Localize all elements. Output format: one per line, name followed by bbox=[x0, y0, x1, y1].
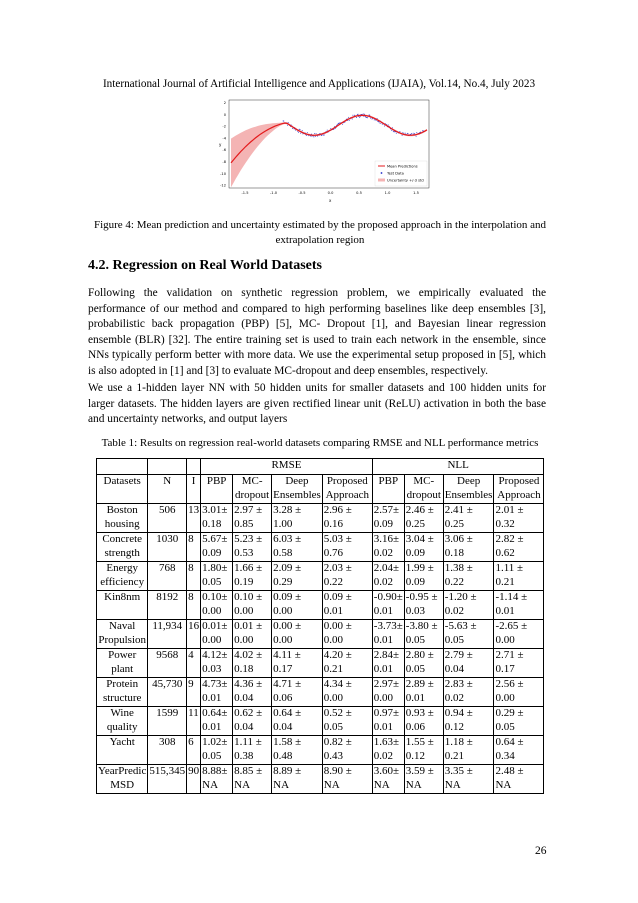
test-data-point bbox=[283, 121, 284, 122]
test-data-point bbox=[342, 124, 343, 125]
test-data-point bbox=[287, 125, 288, 126]
x-tick-label: -1.0 bbox=[269, 191, 278, 195]
metric-cell: 0.62 ± 0.04 bbox=[233, 707, 272, 736]
table-row bbox=[97, 591, 544, 620]
test-data-point bbox=[292, 128, 293, 129]
test-data-point bbox=[364, 114, 365, 115]
section-title: 4.2. Regression on Real World Datasets bbox=[88, 258, 322, 273]
metric-cell: 2.09 ± 0.29 bbox=[272, 562, 323, 591]
metric-cell: 0.64± 0.01 bbox=[201, 707, 233, 736]
test-data-point bbox=[314, 133, 315, 134]
test-data-point bbox=[330, 128, 331, 129]
x-tick-label: -0.5 bbox=[298, 191, 306, 195]
table-row bbox=[97, 707, 544, 736]
test-data-point bbox=[379, 122, 380, 123]
metric-cell: 2.89 ± 0.01 bbox=[404, 678, 443, 707]
metric-cell: 2.97± 0.00 bbox=[372, 678, 404, 707]
test-data-point bbox=[367, 117, 368, 118]
table-row bbox=[97, 504, 544, 533]
y-tick-label: -12 bbox=[220, 183, 226, 188]
test-data-point bbox=[370, 118, 371, 119]
metric-cell: 2.79 ± 0.04 bbox=[443, 649, 494, 678]
legend-band-icon bbox=[378, 179, 385, 182]
test-data-point bbox=[300, 129, 301, 130]
test-data-point bbox=[365, 116, 366, 117]
metric-cell: -5.63 ± 0.05 bbox=[443, 620, 494, 649]
test-data-point bbox=[295, 130, 296, 131]
metric-cell: 2.96 ± 0.16 bbox=[322, 504, 372, 533]
table-row bbox=[97, 562, 544, 591]
table-row bbox=[97, 649, 544, 678]
test-data-point bbox=[363, 116, 364, 117]
metric-cell: 2.41 ± 0.25 bbox=[443, 504, 494, 533]
metric-cell: 4.11 ± 0.17 bbox=[272, 649, 323, 678]
dataset-i: 9 bbox=[187, 678, 201, 707]
test-data-point bbox=[302, 133, 303, 134]
x-axis-label: x bbox=[329, 198, 332, 203]
test-data-point bbox=[392, 127, 393, 128]
test-data-point bbox=[297, 131, 298, 132]
x-tick-label: 1.5 bbox=[413, 191, 419, 195]
test-data-point bbox=[300, 133, 301, 134]
metric-cell: 2.84± 0.01 bbox=[372, 649, 404, 678]
column-header: PBP bbox=[201, 475, 233, 504]
test-data-point bbox=[335, 128, 336, 129]
metric-cell: 0.09 ± 0.01 bbox=[322, 591, 372, 620]
dataset-name: Energy efficiency bbox=[97, 562, 148, 591]
dataset-i: 8 bbox=[187, 591, 201, 620]
dataset-name: Wine quality bbox=[97, 707, 148, 736]
metric-cell: 0.01 ± 0.00 bbox=[233, 620, 272, 649]
metric-cell: 8.89 ± NA bbox=[272, 765, 323, 794]
dataset-n: 9568 bbox=[148, 649, 187, 678]
group-header-row bbox=[97, 459, 544, 475]
dataset-i: 4 bbox=[187, 649, 201, 678]
test-data-point bbox=[394, 131, 395, 132]
test-data-point bbox=[315, 136, 316, 137]
test-data-point bbox=[327, 130, 328, 131]
metric-cell: 3.01± 0.18 bbox=[201, 504, 233, 533]
nll-group-header: NLL bbox=[372, 459, 544, 475]
test-data-point bbox=[322, 135, 323, 136]
x-tick-label: 1.0 bbox=[384, 191, 391, 195]
metric-cell: 2.48 ± NA bbox=[494, 765, 544, 794]
metric-cell: 1.55 ± 0.12 bbox=[404, 736, 443, 765]
test-data-point bbox=[405, 133, 406, 134]
column-header: Proposed Approach bbox=[494, 475, 544, 504]
metric-cell: 5.67± 0.09 bbox=[201, 533, 233, 562]
test-data-point bbox=[382, 124, 383, 125]
table-row bbox=[97, 736, 544, 765]
dataset-name: Boston housing bbox=[97, 504, 148, 533]
test-data-point bbox=[399, 131, 400, 132]
test-data-point bbox=[414, 133, 415, 134]
table-row bbox=[97, 765, 544, 794]
metric-cell: 0.82 ± 0.43 bbox=[322, 736, 372, 765]
metric-cell: 0.00 ± 0.00 bbox=[272, 620, 323, 649]
test-data-point bbox=[317, 136, 318, 137]
metric-cell: 3.16± 0.02 bbox=[372, 533, 404, 562]
metric-cell: -0.95 ± 0.03 bbox=[404, 591, 443, 620]
test-data-point bbox=[306, 135, 307, 136]
metric-cell: 6.03 ± 0.58 bbox=[272, 533, 323, 562]
dataset-n: 1030 bbox=[148, 533, 187, 562]
legend-dot-icon bbox=[381, 172, 383, 174]
dataset-n: 506 bbox=[148, 504, 187, 533]
metric-cell: 4.73± 0.01 bbox=[201, 678, 233, 707]
test-data-point bbox=[358, 114, 359, 115]
metric-cell: 2.71 ± 0.17 bbox=[494, 649, 544, 678]
dataset-n: 8192 bbox=[148, 591, 187, 620]
test-data-point bbox=[298, 132, 299, 133]
results-table bbox=[96, 458, 544, 794]
test-data-point bbox=[413, 133, 414, 134]
x-tick-labels bbox=[241, 191, 418, 195]
metric-cell: 8.85 ± NA bbox=[233, 765, 272, 794]
metric-cell: 2.97 ± 0.85 bbox=[233, 504, 272, 533]
test-data-point bbox=[402, 132, 403, 133]
column-header: Deep Ensembles bbox=[443, 475, 494, 504]
test-data-point bbox=[311, 134, 312, 135]
metric-cell: 2.46 ± 0.25 bbox=[404, 504, 443, 533]
metric-cell: 3.59 ± NA bbox=[404, 765, 443, 794]
metric-cell: 2.57± 0.09 bbox=[372, 504, 404, 533]
legend-mean: Mean Predictions bbox=[387, 164, 418, 169]
metric-cell: 1.58 ± 0.48 bbox=[272, 736, 323, 765]
test-data-point bbox=[378, 121, 379, 122]
test-data-point bbox=[316, 133, 317, 134]
metric-cell: 1.18 ± 0.21 bbox=[443, 736, 494, 765]
dataset-n: 308 bbox=[148, 736, 187, 765]
test-data-point bbox=[349, 120, 350, 121]
test-data-point bbox=[402, 135, 403, 136]
dataset-n: 515,345 bbox=[148, 765, 187, 794]
test-data-point bbox=[391, 130, 392, 131]
y-tick-label: 2 bbox=[223, 101, 226, 105]
test-data-point bbox=[388, 124, 389, 125]
metric-cell: 2.83 ± 0.02 bbox=[443, 678, 494, 707]
x-tick-label: -1.5 bbox=[241, 191, 249, 195]
metric-cell: 0.64 ± 0.34 bbox=[494, 736, 544, 765]
table-row bbox=[97, 678, 544, 707]
dataset-n: 11,934 bbox=[148, 620, 187, 649]
metric-cell: 3.60± NA bbox=[372, 765, 404, 794]
metric-cell: 0.94 ± 0.12 bbox=[443, 707, 494, 736]
test-data-point bbox=[411, 133, 412, 134]
test-data-point bbox=[338, 123, 339, 124]
metric-cell: 0.01± 0.00 bbox=[201, 620, 233, 649]
test-data-point bbox=[359, 117, 360, 118]
metric-cell: 4.71 ± 0.06 bbox=[272, 678, 323, 707]
metric-cell: 1.80± 0.05 bbox=[201, 562, 233, 591]
test-data-point bbox=[307, 132, 308, 133]
metric-cell: 1.99 ± 0.09 bbox=[404, 562, 443, 591]
metric-cell: 1.11 ± 0.21 bbox=[494, 562, 544, 591]
page-number: 26 bbox=[535, 845, 547, 857]
metric-cell: 4.34 ± 0.00 bbox=[322, 678, 372, 707]
column-header: I bbox=[187, 475, 201, 504]
test-data-point bbox=[396, 133, 397, 134]
metric-cell: 2.82 ± 0.62 bbox=[494, 533, 544, 562]
table-row bbox=[97, 620, 544, 649]
metric-cell: 3.28 ± 1.00 bbox=[272, 504, 323, 533]
test-data-point bbox=[337, 124, 338, 125]
metric-cell: 1.38 ± 0.22 bbox=[443, 562, 494, 591]
test-data-point bbox=[356, 117, 357, 118]
dataset-name: Concrete strength bbox=[97, 533, 148, 562]
metric-cell: -1.20 ± 0.02 bbox=[443, 591, 494, 620]
dataset-name: Yacht bbox=[97, 736, 148, 765]
metric-cell: 0.52 ± 0.05 bbox=[322, 707, 372, 736]
metric-cell: 0.97± 0.01 bbox=[372, 707, 404, 736]
metric-cell: 0.10± 0.00 bbox=[201, 591, 233, 620]
x-tick-label: 0.5 bbox=[356, 191, 362, 195]
test-data-point bbox=[366, 117, 367, 118]
table-caption: Table 1: Results on regression real-world datasets comparing RMSE and NLL performance metrics bbox=[101, 437, 539, 449]
column-header: Datasets bbox=[97, 475, 148, 504]
metric-cell: 0.10 ± 0.00 bbox=[233, 591, 272, 620]
metric-cell: -3.80 ± 0.05 bbox=[404, 620, 443, 649]
metric-cell: 2.04± 0.02 bbox=[372, 562, 404, 591]
metric-cell: 5.03 ± 0.76 bbox=[322, 533, 372, 562]
test-data-point bbox=[408, 133, 409, 134]
y-tick-label: -4 bbox=[222, 136, 226, 141]
test-data-point bbox=[369, 115, 370, 116]
y-tick-label: -6 bbox=[222, 148, 226, 153]
metric-cell: -1.14 ± 0.01 bbox=[494, 591, 544, 620]
y-tick-label: 0 bbox=[223, 112, 226, 117]
metric-cell: 1.02± 0.05 bbox=[201, 736, 233, 765]
test-data-point bbox=[313, 136, 314, 137]
table-row bbox=[97, 533, 544, 562]
metric-cell: 5.23 ± 0.53 bbox=[233, 533, 272, 562]
metric-cell: -2.65 ± 0.00 bbox=[494, 620, 544, 649]
metric-cell: 4.36 ± 0.04 bbox=[233, 678, 272, 707]
column-header: PBP bbox=[372, 475, 404, 504]
test-data-point bbox=[324, 135, 325, 136]
metric-cell: 0.00 ± 0.00 bbox=[322, 620, 372, 649]
metric-cell: 3.06 ± 0.18 bbox=[443, 533, 494, 562]
test-data-point bbox=[411, 134, 412, 135]
column-header: MC- dropout bbox=[233, 475, 272, 504]
legend bbox=[375, 161, 427, 186]
test-data-point bbox=[352, 115, 353, 116]
dataset-name: Power plant bbox=[97, 649, 148, 678]
journal-header: International Journal of Artificial Intelligence and Applications (IJAIA), Vol.14, No.4, July 2023 bbox=[102, 78, 536, 90]
dataset-i: 11 bbox=[187, 707, 201, 736]
dataset-name: Naval Propulsion bbox=[97, 620, 148, 649]
test-data-point bbox=[352, 119, 353, 120]
test-data-point bbox=[372, 119, 373, 120]
uncertainty-figure bbox=[213, 98, 435, 208]
x-tick-label: 0.0 bbox=[327, 191, 334, 195]
metric-cell: 4.12± 0.03 bbox=[201, 649, 233, 678]
y-tick-label: -8 bbox=[222, 160, 226, 164]
dataset-i: 16 bbox=[187, 620, 201, 649]
dataset-n: 1599 bbox=[148, 707, 187, 736]
metric-cell: 4.20 ± 0.21 bbox=[322, 649, 372, 678]
metric-cell: 1.66 ± 0.19 bbox=[233, 562, 272, 591]
dataset-i: 13 bbox=[187, 504, 201, 533]
dataset-i: 6 bbox=[187, 736, 201, 765]
column-header: Deep Ensembles bbox=[272, 475, 323, 504]
test-data-point bbox=[348, 117, 349, 118]
test-data-point bbox=[416, 132, 417, 133]
test-data-point bbox=[384, 126, 385, 127]
metric-cell: 3.35 ± NA bbox=[443, 765, 494, 794]
metric-cell: 2.56 ± 0.00 bbox=[494, 678, 544, 707]
metric-cell: 2.03 ± 0.22 bbox=[322, 562, 372, 591]
dataset-n: 45,730 bbox=[148, 678, 187, 707]
test-data-point bbox=[416, 136, 417, 137]
test-data-point bbox=[299, 129, 300, 130]
dataset-n: 768 bbox=[148, 562, 187, 591]
metric-cell: 8.90 ± NA bbox=[322, 765, 372, 794]
dataset-name: Protein structure bbox=[97, 678, 148, 707]
legend-test: Test Data bbox=[387, 171, 404, 176]
column-header: N bbox=[148, 475, 187, 504]
dataset-i: 90 bbox=[187, 765, 201, 794]
metric-cell: 0.29 ± 0.05 bbox=[494, 707, 544, 736]
column-header: MC- dropout bbox=[404, 475, 443, 504]
test-data-point bbox=[374, 119, 375, 120]
figure-caption: Figure 4: Mean prediction and uncertainty estimated by the proposed approach in the interpolation and extrapolation region bbox=[93, 219, 547, 246]
metric-cell: 0.09 ± 0.00 bbox=[272, 591, 323, 620]
dataset-i: 8 bbox=[187, 533, 201, 562]
test-data-point bbox=[354, 115, 355, 116]
dataset-i: 8 bbox=[187, 562, 201, 591]
test-data-point bbox=[360, 116, 361, 117]
test-data-point bbox=[302, 130, 303, 131]
column-header-row bbox=[97, 475, 544, 504]
metric-cell: 1.63± 0.02 bbox=[372, 736, 404, 765]
test-data-point bbox=[380, 123, 381, 124]
paragraph-2: We use a 1-hidden layer NN with 50 hidden units for smaller datasets and 100 hidden units for larger datasets. The hidden layers are given rectified linear unit (ReLU) activation in both the base and uncertainty networks, and output layers bbox=[88, 382, 546, 426]
metric-cell: 1.11 ± 0.38 bbox=[233, 736, 272, 765]
metric-cell: 2.01 ± 0.32 bbox=[494, 504, 544, 533]
y-axis-label: y bbox=[219, 142, 222, 147]
metric-cell: 0.93 ± 0.06 bbox=[404, 707, 443, 736]
metric-cell: 3.04 ± 0.09 bbox=[404, 533, 443, 562]
metric-cell: -0.90± 0.01 bbox=[372, 591, 404, 620]
legend-uncertainty: Uncertainty +/-3 std bbox=[387, 178, 424, 183]
test-data-point bbox=[363, 113, 364, 114]
y-tick-label: -10 bbox=[220, 171, 226, 176]
paragraph-1: Following the validation on synthetic regression problem, we empirically evaluated the performance of our method and compared to high performing baselines like deep ensembles [3], probabilistic back propagation (PBP) [5], MC- Dropout [1], and Bayesian linear regression ensemble (BLR) [32]. The entire training set is used to train each network in the ensemble, since NNs typically perform better with more data. We use the experimental setup proposed in [5], which is also adopted in [1] and [3] to evaluate MC-dropout and deep ensembles, respectively. bbox=[88, 287, 546, 377]
test-data-point bbox=[311, 136, 312, 137]
dataset-name: YearPredic MSD bbox=[97, 765, 148, 794]
metric-cell: 4.02 ± 0.18 bbox=[233, 649, 272, 678]
test-data-point bbox=[288, 122, 289, 123]
y-tick-label: -2 bbox=[222, 124, 226, 129]
metric-cell: 2.80 ± 0.05 bbox=[404, 649, 443, 678]
metric-cell: 8.88± NA bbox=[201, 765, 233, 794]
dataset-name: Kin8nm bbox=[97, 591, 148, 620]
test-data-point bbox=[308, 135, 309, 136]
rmse-group-header: RMSE bbox=[201, 459, 373, 475]
metric-cell: -3.73± 0.01 bbox=[372, 620, 404, 649]
metric-cell: 0.64 ± 0.04 bbox=[272, 707, 323, 736]
column-header: Proposed Approach bbox=[322, 475, 372, 504]
